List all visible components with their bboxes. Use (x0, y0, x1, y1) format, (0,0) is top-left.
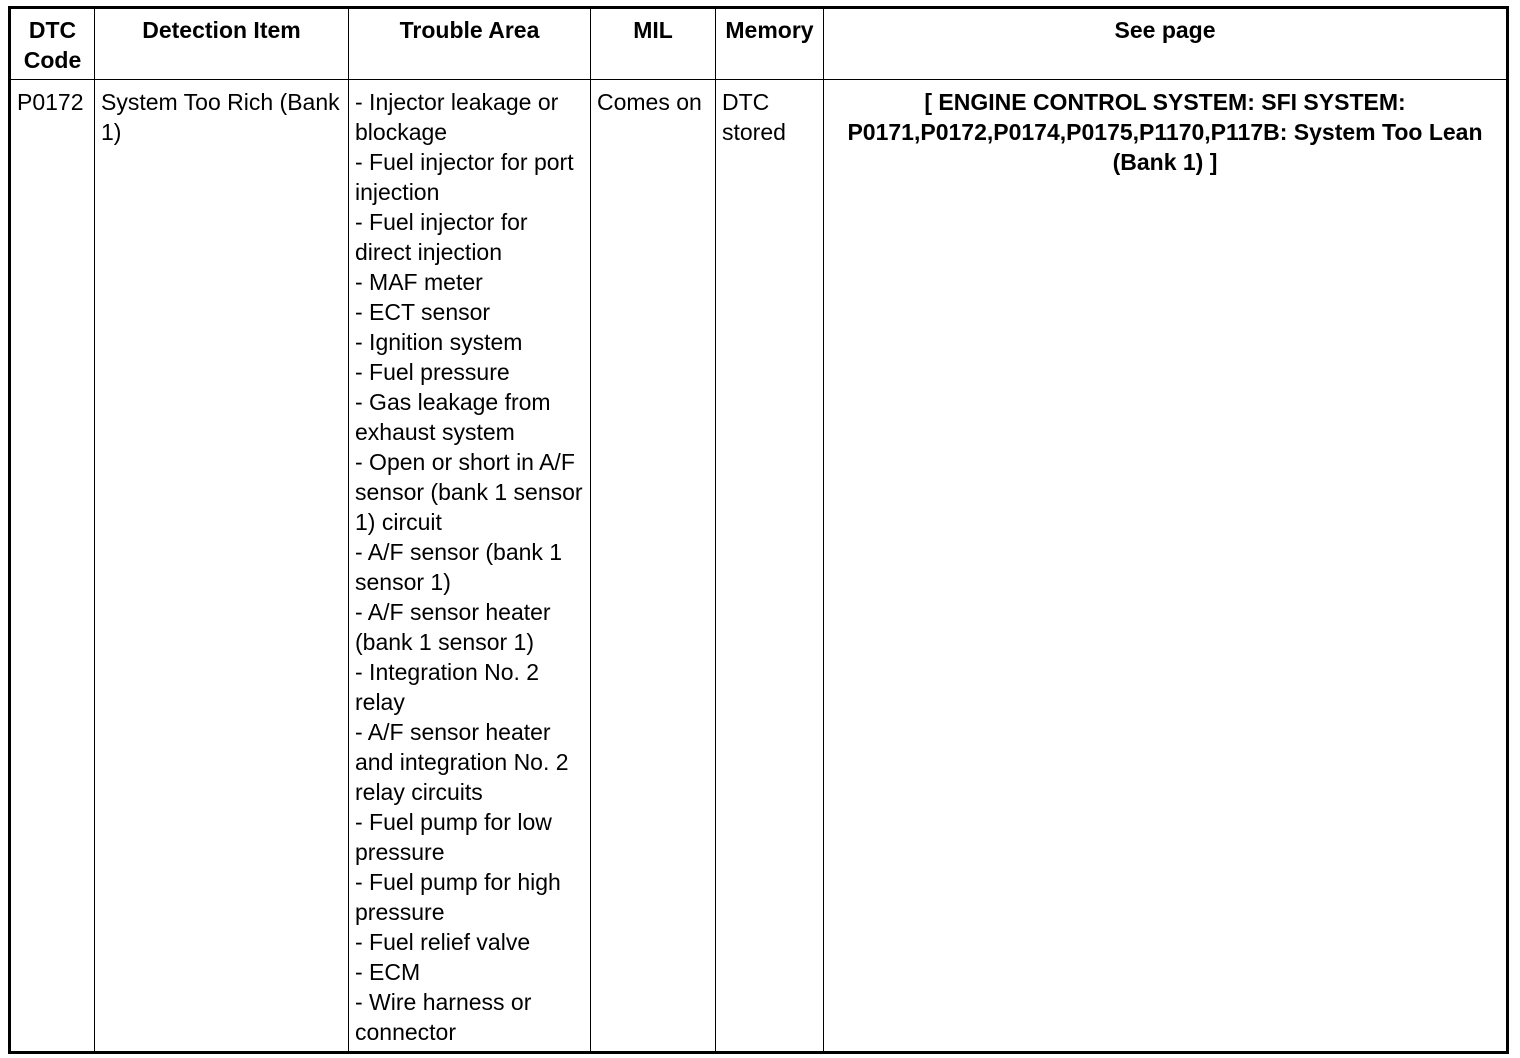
trouble-area-item: - MAF meter (355, 269, 483, 295)
trouble-area-item: - Ignition system (355, 329, 523, 355)
trouble-area-item: - A/F sensor heater (bank 1 sensor 1) (355, 599, 551, 655)
table-header-row (10, 8, 1508, 80)
header-dtc-code-line2: Code (23, 47, 82, 73)
trouble-area-item: - A/F sensor (bank 1 sensor 1) (355, 539, 563, 595)
cell-detection-item: System Too Rich (Bank 1) (95, 80, 349, 1053)
cell-dtc-code: P0172 (10, 80, 95, 1053)
header-mil: MIL (591, 8, 716, 80)
trouble-area-item: - Integration No. 2 relay (355, 659, 540, 715)
trouble-area-item: - ECM (355, 959, 421, 985)
trouble-area-list (355, 87, 584, 1047)
trouble-area-item: - A/F sensor heater and integration No. 2 relay circuits (355, 719, 569, 805)
trouble-area-item: - Open or short in A/F sensor (bank 1 sensor 1) circuit (355, 449, 583, 535)
trouble-area-item: - Fuel pump for low pressure (355, 809, 552, 865)
header-dtc-code (10, 8, 95, 80)
trouble-area-item: - Fuel relief valve (355, 929, 531, 955)
trouble-area-item: - Gas leakage from exhaust system (355, 389, 551, 445)
cell-trouble-area (349, 80, 591, 1053)
table-row (10, 80, 1508, 1053)
trouble-area-item: - Fuel pressure (355, 359, 510, 385)
cell-memory: DTC stored (716, 80, 824, 1053)
header-detection-item: Detection Item (95, 8, 349, 80)
see-page-link[interactable]: [ ENGINE CONTROL SYSTEM: SFI SYSTEM: P0171,P0172,P0174,P0175,P1170,P117B: System Too Lean (Bank 1) ] (824, 80, 1508, 1053)
trouble-area-item: - Wire harness or connector (355, 989, 532, 1045)
header-memory: Memory (716, 8, 824, 80)
trouble-area-item: - Fuel injector for port injection (355, 149, 574, 205)
header-dtc-code-line1: DTC (28, 17, 77, 43)
header-trouble-area: Trouble Area (349, 8, 591, 80)
header-see-page: See page (824, 8, 1508, 80)
trouble-area-item: - Fuel injector for direct injection (355, 209, 528, 265)
cell-mil: Comes on (591, 80, 716, 1053)
trouble-area-item: - Fuel pump for high pressure (355, 869, 561, 925)
dtc-table (8, 6, 1509, 1054)
trouble-area-item: - Injector leakage or blockage (355, 89, 559, 145)
trouble-area-item: - ECT sensor (355, 299, 491, 325)
